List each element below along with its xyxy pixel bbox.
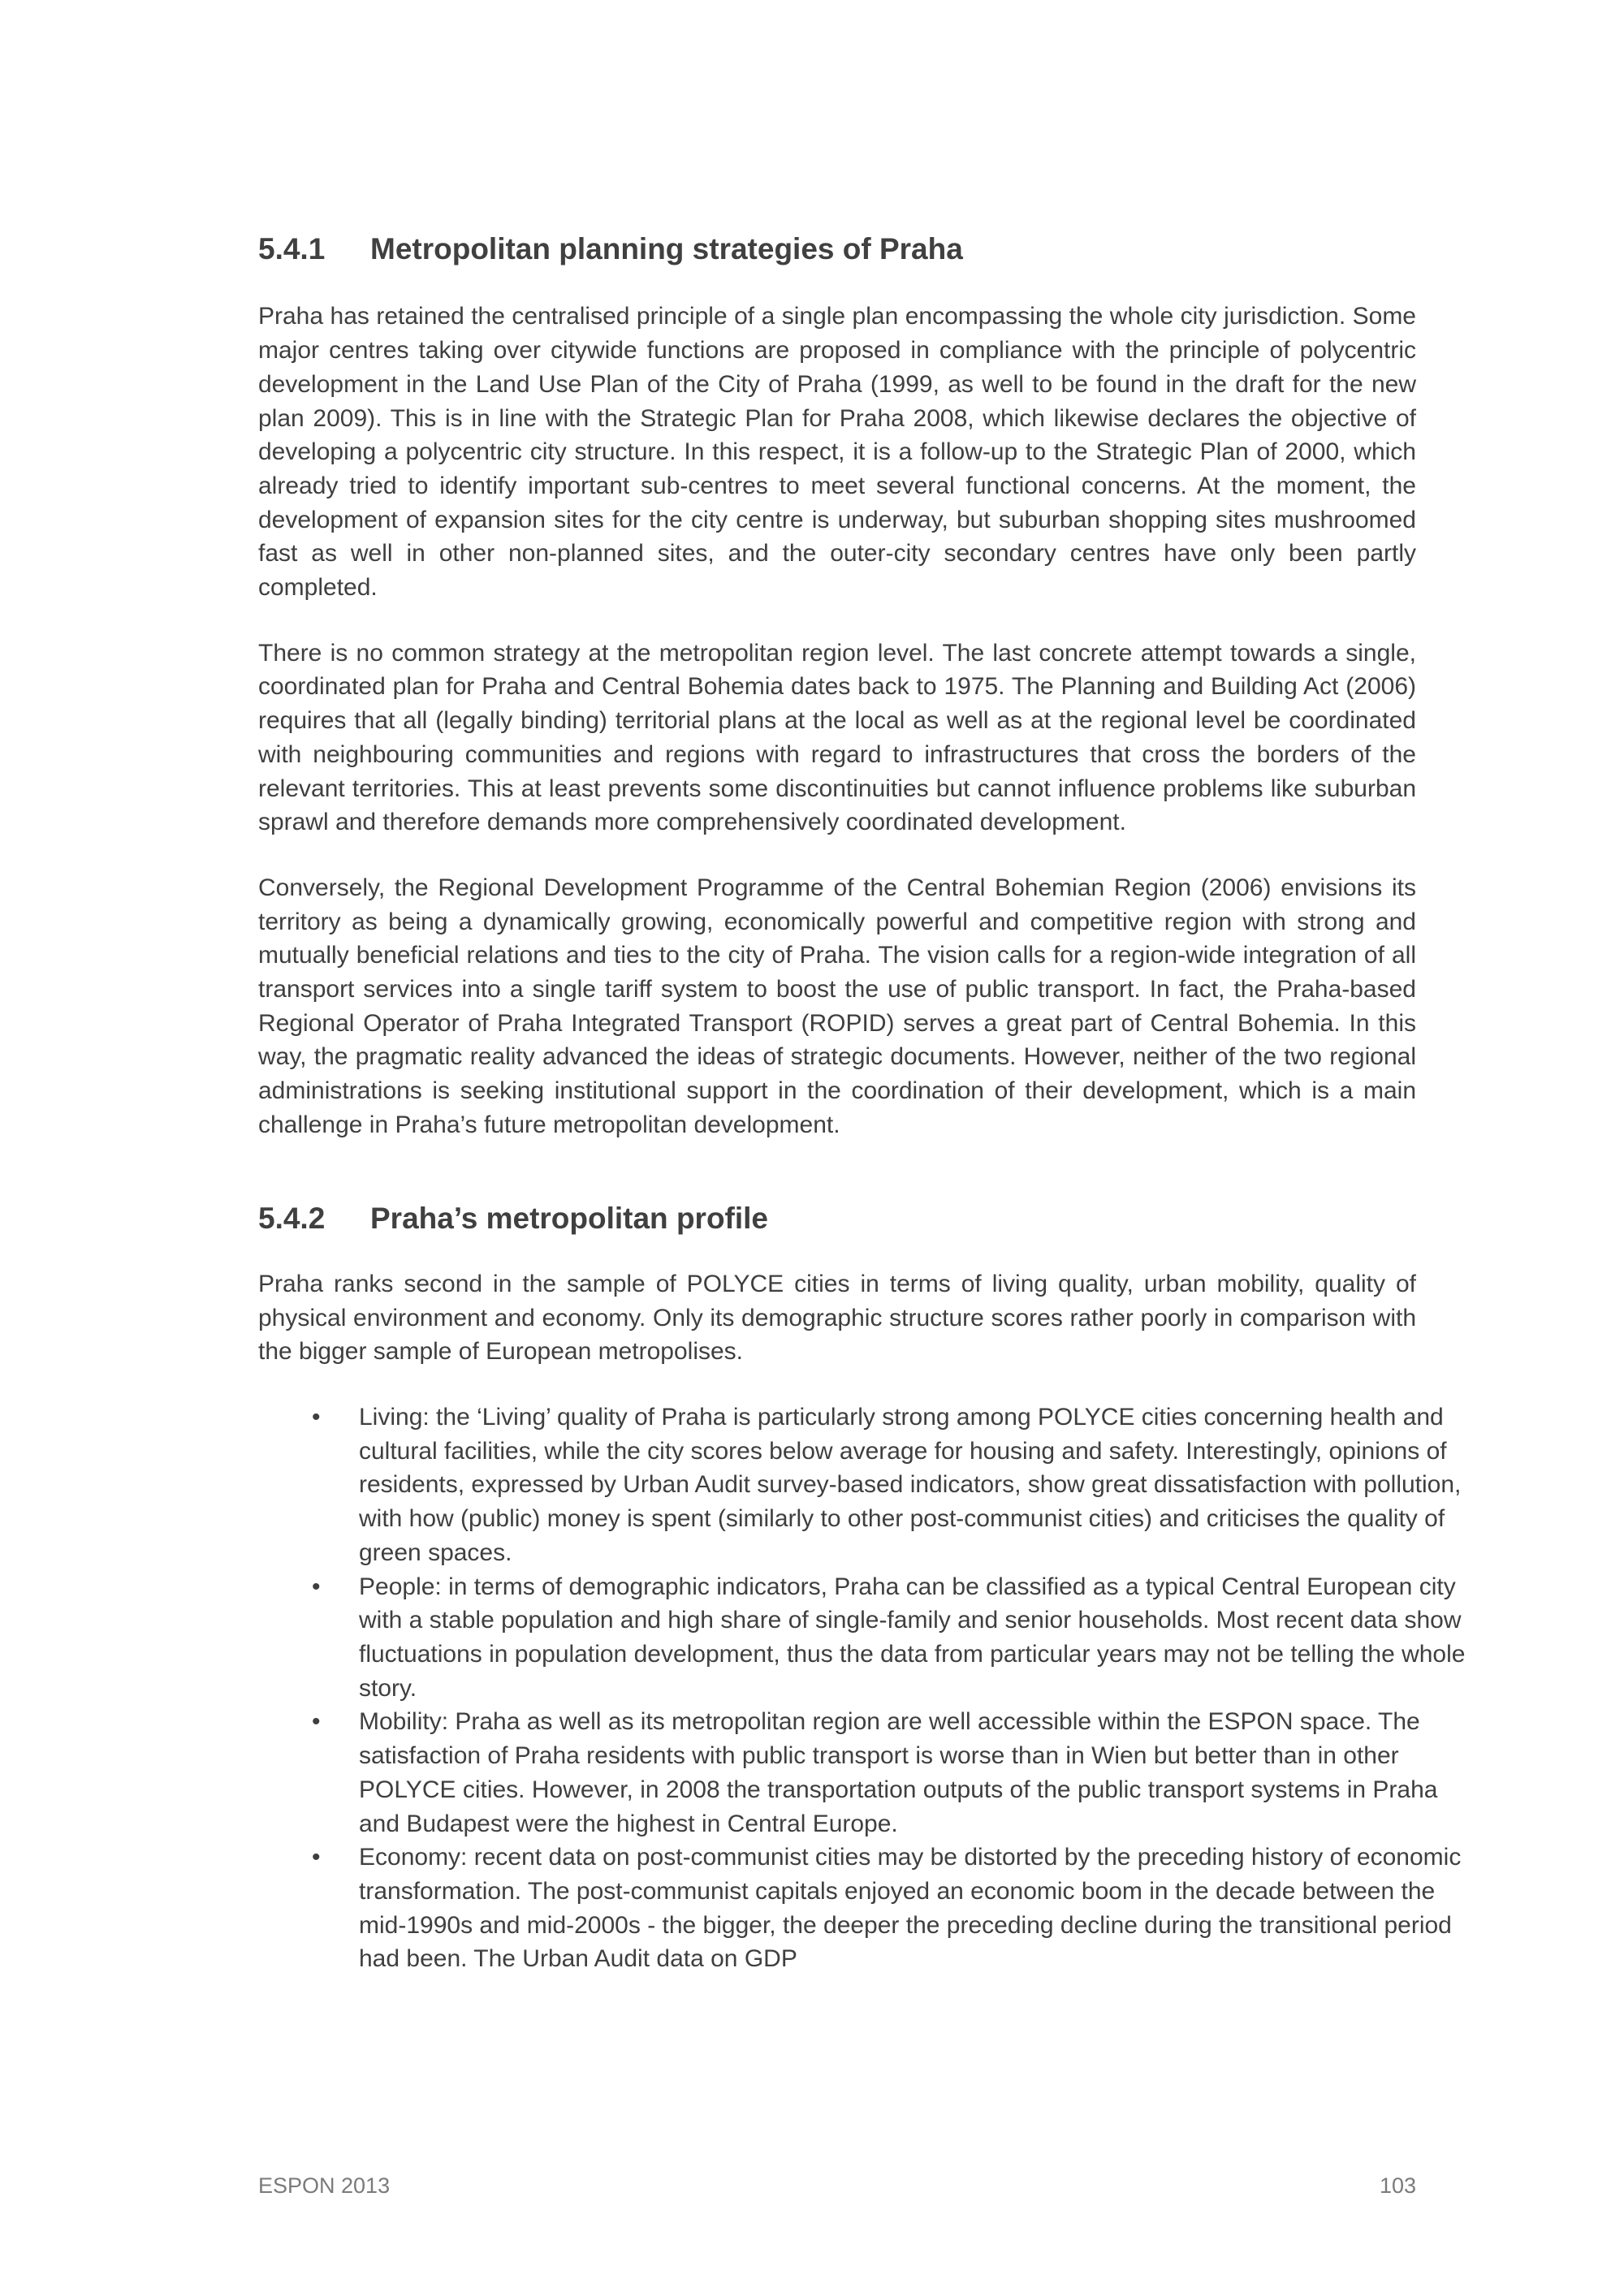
section-heading xyxy=(258,1201,1416,1236)
bullet-text: Living: the ‘Living’ quality of Praha is particularly strong among POLYCE cities concerning health and cultural facilities, while the city scores below average for housing and safety. Interestingly, opinions of residents, expressed by Urban Audit survey-based indicators, show great dissatisfaction with pollution, with how (public) money is spent (similarly to other post-communist cities) and criticises the quality of green spaces. xyxy=(359,1404,1462,1566)
paragraph: There is no common strategy at the metropolitan region level. The last concrete attempt towards a single, coordinated plan for Praha and Central Bohemia dates back to 1975. The Planning and Building Act (2006) requires that all (legally binding) territorial plans at the local as well as at the regional level be coordinated with neighbouring communities and regions with regard to infrastructures that cross the borders of the relevant territories. This at least prevents some discontinuities but cannot influence problems like suburban sprawl and therefore demands more comprehensively coordinated development. xyxy=(258,639,1416,836)
bullet-list xyxy=(258,1400,1479,1976)
bullet-text: People: in terms of demographic indicators, Praha can be classified as a typical Central European city with a stable population and high share of single-family and senior households. Most recent data show fluctuations in population development, thus the data from particular years may not be telling the whole story. xyxy=(359,1573,1466,1702)
page-content xyxy=(258,231,1466,1976)
section-metropolitan-planning xyxy=(258,231,1416,1142)
footer-publication: ESPON 2013 xyxy=(258,2173,391,2198)
bullet-text: Mobility: Praha as well as its metropolitan region are well accessible within the ESPON space. The satisfaction of Praha residents with public transport is worse than in Wien but better than in other POLYCE cities. However, in 2008 the transportation outputs of the public transport systems in Praha and Budapest were the highest in Central Europe. xyxy=(359,1708,1438,1837)
bullet-item xyxy=(312,1705,1479,1841)
bullet-item xyxy=(312,1841,1479,1976)
bullet-icon: • xyxy=(312,1573,321,1600)
section-title: Metropolitan planning strategies of Praha xyxy=(370,232,963,265)
paragraph: Praha has retained the centralised principle of a single plan encompassing the whole city jurisdiction. Some major centres taking over citywide functions are proposed in compliance with the principle of polycentric development in the Land Use Plan of the City of Praha (1999, as well to be found in the draft for the new plan 2009). This is in line with the Strategic Plan for Praha 2008, which likewise declares the objective of developing a polycentric city structure. In this respect, it is a follow-up to the Strategic Plan of 2000, which already tried to identify important sub-centres to meet several functional concerns. At the moment, the development of expansion sites for the city centre is underway, but suburban shopping sites mushroomed fast as well in other non-planned sites, and the outer-city secondary centres have only been partly completed. xyxy=(258,303,1416,602)
bullet-icon: • xyxy=(312,1708,321,1736)
paragraph: Praha ranks second in the sample of POLYCE cities in terms of living quality, urban mobility, quality of physical environment and economy. Only its demographic structure scores rather poorly in comparison with the bigger sample of European metropolises. xyxy=(258,1270,1416,1366)
bullet-icon: • xyxy=(312,1844,321,1871)
section-number: 5.4.2 xyxy=(258,1201,326,1235)
bullet-icon: • xyxy=(312,1404,321,1431)
bullet-item xyxy=(312,1400,1479,1570)
section-number: 5.4.1 xyxy=(258,232,326,265)
bullet-text: Economy: recent data on post-communist cities may be distorted by the preceding history of economic transformation. The post-communist capitals enjoyed an economic boom in the decade between the mid-1990s and mid-2000s - the bigger, the deeper the preceding decline during the transitional period had been. The Urban Audit data on GDP xyxy=(359,1844,1462,1973)
section-heading xyxy=(258,231,1416,267)
section-metropolitan-profile xyxy=(258,1201,1466,1976)
page-footer xyxy=(258,2173,1416,2199)
page-number: 103 xyxy=(1379,2173,1416,2198)
paragraph: Conversely, the Regional Development Programme of the Central Bohemian Region (2006) envisions its territory as being a dynamically growing, economically powerful and competitive region with strong and mutually beneficial relations and ties to the city of Praha. The vision calls for a region-wide integration of all transport services into a single tariff system to boost the use of public transport. In fact, the Praha-based Regional Operator of Praha Integrated Transport (ROPID) serves a great part of Central Bohemia. In this way, the pragmatic reality advanced the ideas of strategic documents. However, neither of the two regional administrations is seeking institutional support in the coordination of their development, which is a main challenge in Praha’s future metropolitan development. xyxy=(258,874,1416,1138)
section-title: Praha’s metropolitan profile xyxy=(370,1201,768,1235)
bullet-item xyxy=(312,1570,1479,1706)
